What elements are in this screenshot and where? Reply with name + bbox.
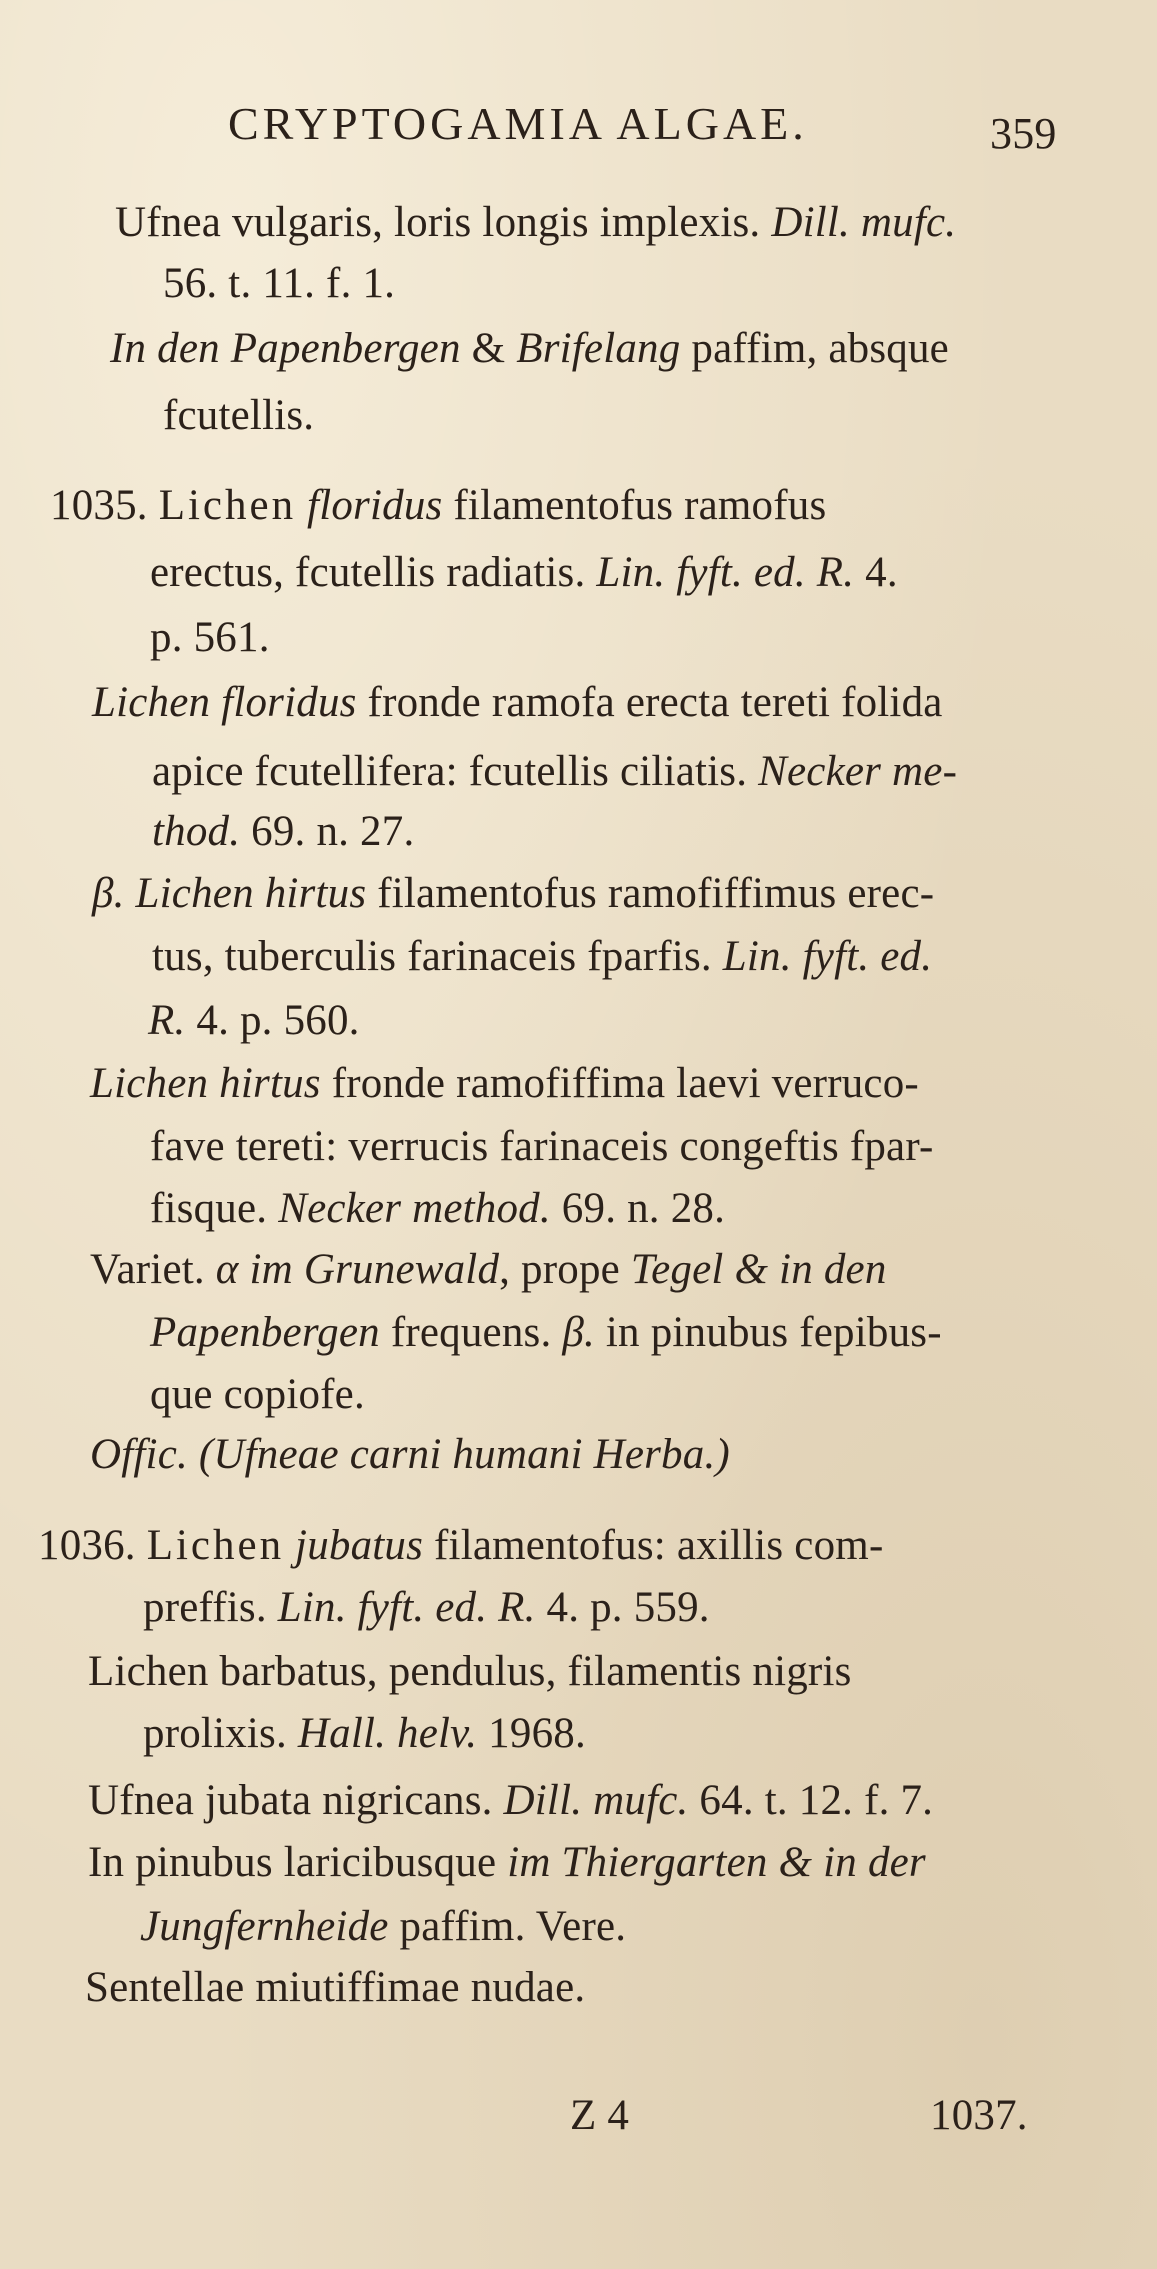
text: 69. n. 28. [550,1185,726,1232]
text: fronde ramofa erecta tereti folida [356,679,943,726]
text-line [110,323,949,375]
text-line [88,1837,926,1889]
species-name: Lichen hirtus [135,870,367,917]
text: preffis. [143,1584,278,1631]
species: jubatus [284,1522,424,1569]
text: filamentofus ramofus [442,482,827,529]
page-number: 359 [990,109,1057,158]
text-line [163,390,314,442]
text-line [152,746,957,798]
text: 1968. [477,1710,586,1757]
signature-mark: Z 4 [570,2092,630,2139]
text: 64. t. 12. f. 7. [688,1777,934,1824]
locality: α im Grunewald [215,1246,500,1293]
text: p. 561. [150,614,270,661]
text-line [90,1244,887,1296]
locality: Papenbergen [150,1309,380,1356]
text: Ufnea vulgaris, loris longis implexis. [115,199,772,246]
text: Lichen barbatus, pendulus, filamentis nigris [88,1648,852,1695]
citation: thod. [152,808,252,855]
text-line [150,1369,365,1421]
citation: Lin. fyft. ed. [722,933,933,980]
text: prolixis. [143,1710,298,1757]
locality: In den Papenbergen [110,325,472,372]
variety-marker: β. [92,870,136,917]
text: 56. t. 11. f. 1. [163,260,396,307]
text-line [85,1962,585,2014]
text-line [163,258,395,310]
citation: Dill. mufc. [771,199,957,246]
text-line [143,1708,586,1760]
text-line [150,547,898,599]
text: fisque. [150,1185,279,1232]
text: Variet. [90,1246,216,1293]
text: paffim. Vere. [388,1903,627,1950]
text-line [88,1646,852,1698]
text: in pinubus fepibus- [594,1309,942,1356]
running-title: CRYPTOGAMIA ALGAE. [228,98,808,149]
locality: Brifelang [516,325,681,372]
text: Ufnea jubata nigricans. [88,1777,504,1824]
officinal-note: Offic. (Ufneae carni humani Herba.) [90,1431,730,1478]
text: erectus, fcutellis radiatis. [150,549,597,596]
entry-1036-heading [38,1520,883,1572]
citation: R. [148,997,186,1044]
text-line [143,1582,710,1634]
citation: Necker me- [758,748,958,795]
text: In pinubus laricibusque [88,1839,508,1886]
text-line [92,677,943,729]
citation: Hall. helv. [297,1710,478,1757]
genus: Lichen [146,1522,285,1569]
entry-number: 1035. [50,482,159,529]
text-line [148,995,360,1047]
variety-marker: β. [562,1309,595,1356]
genus: Lichen [158,482,297,529]
text: 69. n. 27. [251,808,415,855]
citation: Necker method. [278,1185,551,1232]
text: 4. p. 560. [185,997,360,1044]
citation: Dill. mufc. [503,1777,689,1824]
locality: im Thiergarten & in der [507,1839,926,1886]
text: frequens. [379,1309,563,1356]
species: floridus [296,482,443,529]
text: 4. [854,549,898,596]
text-line [150,612,270,664]
text: paffim, absque [680,325,949,372]
text-line [140,1901,626,1953]
text: fcutellis. [163,392,315,439]
catchword: 1037. [930,2092,1028,2139]
locality: Jungfernheide [140,1903,389,1950]
citation: Lin. fyft. ed. R. [277,1584,536,1631]
text-line [152,931,932,983]
text-line [88,1775,933,1827]
text: 4. p. 559. [535,1584,710,1631]
text: filamentofus: axillis com- [423,1522,884,1569]
entry-1035-heading [50,480,826,532]
text: que copiofe. [150,1371,365,1418]
text: fave tereti: verrucis farinaceis congeftis fpar- [150,1123,934,1170]
entry-number: 1036. [38,1522,147,1569]
text: apice fcutellifera: fcutellis ciliatis. [152,748,759,795]
text: tus, tuberculis farinaceis fparfis. [152,933,723,980]
text-line [150,1307,942,1359]
text: Sentellae miutiffimae nudae. [85,1964,586,2011]
citation: Lin. fyft. ed. R. [596,549,855,596]
text: fronde ramofiffima laevi verruco- [320,1060,919,1107]
species-name: Lichen hirtus [90,1060,321,1107]
text-line [90,1058,919,1110]
text-line [152,806,414,858]
locality: Tegel & in den [630,1246,887,1293]
species-name: Lichen floridus [92,679,357,726]
text-line [150,1121,934,1173]
text: , prope [499,1246,631,1293]
text-line [115,197,956,249]
text: filamentofus ramofiffimus erec- [366,870,935,917]
text: & [471,325,517,372]
text-line [150,1183,725,1235]
text-line [92,868,934,920]
